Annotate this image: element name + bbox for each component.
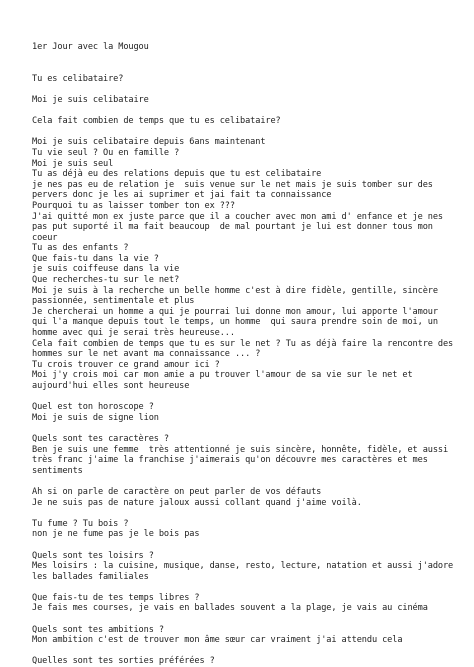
text-line: Que fais-tu de tes temps libres ?: [32, 592, 200, 603]
paragraph-gap: [32, 508, 462, 519]
paragraph-gap: [32, 84, 462, 95]
text-line: qui l'a manque depuis tout le temps, un homme qui saura prendre soin de moi, un: [32, 317, 438, 328]
text-line: Pourquoi tu as laisser tomber ton ex ???: [32, 200, 235, 211]
text-line: hommes sur le net avant ma connaissance ... ?: [32, 349, 261, 360]
text-line: les ballades familiales: [32, 571, 149, 582]
text-line: Ah si on parle de caractère on peut parler de vos défauts: [32, 486, 322, 497]
text-line: Moi je suis celibataire depuis 6ans maintenant: [32, 137, 266, 148]
paragraph-gap: [32, 392, 462, 403]
paragraph-gap: [32, 476, 462, 487]
paragraph-gap: [32, 582, 462, 593]
paragraph-gap: [32, 614, 462, 625]
text-line: Moi je suis de signe lion: [32, 412, 159, 423]
text-line: très franc j'aime la franchise j'aimerais qu'on découvre mes caractères et mes: [32, 455, 428, 466]
text-line: Je chercherai un homme a qui je pourrai lui donne mon amour, lui apporte l'amour: [32, 306, 438, 317]
text-line: Moi je suis à la recherche un belle homme c'est à dire fidèle, gentille, sincère: [32, 285, 438, 296]
text-line: Tu vie seul ? Ou en famille ?: [32, 147, 180, 158]
text-line: passionnée, sentimentale et plus: [32, 296, 195, 307]
text-line: Moi je suis celibataire: [32, 94, 149, 105]
text-line: Cela fait combien de temps que tu es sur le net ? Tu as déjà faire la rencontre des: [32, 338, 454, 349]
text-line: Mon ambition c'est de trouver mon âme sœur car vraiment j'ai attendu cela: [32, 635, 403, 646]
text-line: je suis coiffeuse dans la vie: [32, 264, 180, 275]
text-line: Tu as des enfants ?: [32, 243, 129, 254]
text-line: Tu as déjà eu des relations depuis que tu est celibataire: [32, 169, 322, 180]
text-line: sentiments: [32, 465, 83, 476]
text-line: J'ai quitté mon ex juste parce que il a coucher avec mon ami d' enfance et je nes: [32, 211, 443, 222]
text-line: coeur: [32, 232, 58, 243]
paragraph-gap: [32, 423, 462, 434]
text-line: homme avec qui je serai très heureuse...: [32, 328, 235, 339]
spacer: [32, 53, 462, 74]
paragraph-gap: [32, 106, 462, 117]
text-line: Quels sont tes ambitions ?: [32, 624, 164, 635]
text-line: Quel est ton horoscope ?: [32, 402, 154, 413]
paragraph-gap: [32, 127, 462, 138]
text-line: Moi je suis seul: [32, 158, 114, 169]
text-line: Mes loisirs : la cuisine, musique, danse, resto, lecture, natation et aussi j'adore: [32, 561, 454, 572]
text-line: Tu crois trouver ce grand amour ici ?: [32, 359, 220, 370]
text-line: Que recherches-tu sur le net?: [32, 275, 180, 286]
text-line: pas put suporté il ma fait beaucoup de mal pourtant je lui est donner tous mon: [32, 222, 433, 233]
paragraph-gap: [32, 646, 462, 657]
text-line: Quels sont tes caractères ?: [32, 433, 169, 444]
text-line: Moi j'y crois moi car mon amie a pu trouver l'amour de sa vie sur le net et: [32, 370, 413, 381]
text-line: Quels sont tes loisirs ?: [32, 550, 154, 561]
text-line: non je ne fume pas je le bois pas: [32, 529, 200, 540]
text-line: Quelles sont tes sorties préférées ?: [32, 656, 215, 667]
text-line: Je fais mes courses, je vais en ballades souvent a la plage, je vais au cinéma: [32, 603, 428, 614]
text-line: je nes pas eu de relation je suis venue sur le net mais je suis tomber sur des: [32, 179, 433, 190]
text-line: Ben je suis une femme très attentionné je suis sincère, honnête, fidèle, et aussi: [32, 444, 449, 455]
text-line: Cela fait combien de temps que tu es celibataire?: [32, 116, 281, 127]
text-line: Que fais-tu dans la vie ?: [32, 253, 159, 264]
text-line: aujourd'hui elles sont heureuse: [32, 381, 190, 391]
document-title: 1er Jour avec la Mougou: [32, 42, 149, 52]
text-line: Tu es celibataire?: [32, 73, 124, 84]
document-body: [32, 42, 462, 667]
text-line: pervers donc je les ai suprimer et jai fait ta connaissance: [32, 190, 332, 201]
text-line: Tu fume ? Tu bois ?: [32, 518, 129, 529]
paragraph-gap: [32, 540, 462, 551]
text-line: Je ne suis pas de nature jaloux aussi collant quand j'aime voilà.: [32, 497, 362, 508]
